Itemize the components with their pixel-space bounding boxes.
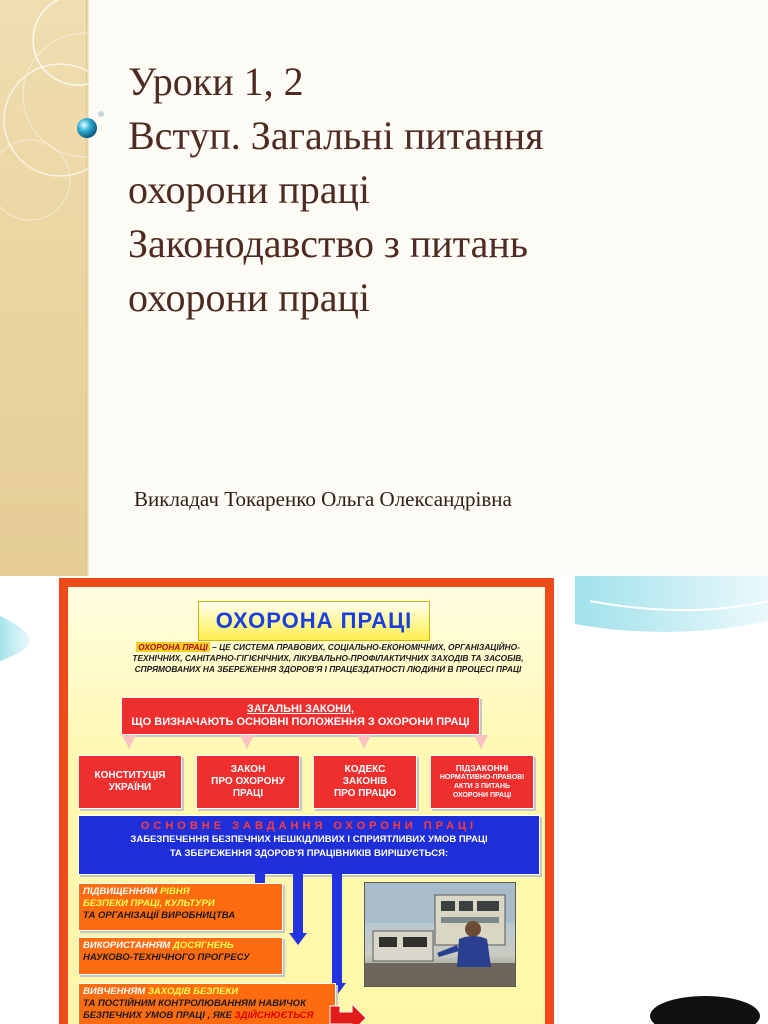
way-keyword: ЗАХОДІВ БЕЗПЕКИ — [145, 986, 239, 997]
definition-text: – ЦЕ СИСТЕМА ПРАВОВИХ, СОЦІАЛЬНО-ЕКОНОМІЧНИХ, ОРГАНІЗАЦІЙНО-ТЕХНІЧНИХ, САНІТАРНО-ГІГІЄНІЧНИХ, ЛІКУВАЛЬНО-ПРОФІЛАКТИЧНИХ ЗАХОДІВ ТА ЗАСОБІВ, СПРЯМОВАНИХ НА ЗБЕРЕЖЕННЯ ЗДОРОВ'Я І ПРАЦЕЗДАТНОСТІ ЛЮДИНИ В ПРОЦЕСІ ПРАЦІ — [132, 642, 524, 674]
law-line: ЗАКОН — [230, 764, 266, 775]
arrow-down-icon — [289, 933, 307, 945]
title-line: охорони праці — [128, 167, 370, 212]
law-line: ПРО ОХОРОНУ — [211, 776, 285, 787]
title-line: охорони праці — [128, 275, 370, 320]
blue-ball-icon — [77, 118, 97, 138]
general-laws-subtitle: ЩО ВИЗНАЧАЮТЬ ОСНОВНІ ПОЛОЖЕННЯ З ОХОРОНИ ПРАЦІ — [131, 716, 470, 728]
way-box-use-progress — [78, 937, 283, 975]
title-line: Уроки 1, 2 — [128, 59, 304, 104]
way-box-study-measures — [78, 983, 336, 1024]
way-box-raise-safety — [78, 883, 283, 931]
curved-arrow-icon — [326, 1002, 370, 1024]
law-line: ОХОРОНИ ПРАЦІ — [452, 792, 512, 799]
decorative-circles — [0, 0, 120, 260]
connector-line — [332, 873, 342, 985]
way-line: БЕЗПЕЧНИХ УМОВ ПРАЦІ , ЯКЕ — [83, 1010, 235, 1021]
law-line: ПРО ПРАЦЮ — [333, 788, 397, 799]
poster-slide — [0, 576, 768, 1024]
title-line: Законодавство з питань — [128, 221, 529, 266]
law-box-labor-protection-law — [196, 755, 300, 809]
law-line: ПІДЗАКОННІ — [455, 763, 509, 773]
way-line: БЕЗПЕКИ ПРАЦІ, КУЛЬТУРИ — [83, 898, 215, 909]
law-line: ЗАКОНІВ — [342, 776, 388, 787]
general-laws-box — [121, 697, 480, 735]
way-keyword: ДОСЯГНЕНЬ — [170, 940, 234, 951]
slide-title — [128, 55, 748, 325]
law-line: КОНСТИТУЦІЯ — [94, 770, 166, 781]
law-box-labor-code — [313, 755, 417, 809]
main-task-line: ЗАБЕЗПЕЧЕННЯ БЕЗПЕЧНИХ НЕШКІДЛИВИХ І СПРИЯТЛИВИХ УМОВ ПРАЦІ — [130, 834, 488, 845]
law-line: КОДЕКС — [344, 764, 386, 775]
arrow-down-icon — [357, 735, 371, 749]
way-keyword: ВИВЧЕННЯМ — [83, 986, 146, 997]
law-line: УКРАЇНИ — [108, 782, 152, 793]
way-keyword: ВИКОРИСТАННЯМ — [83, 940, 171, 951]
way-line: ТА ОРГАНІЗАЦІЇ ВИРОБНИЦТВА — [83, 910, 236, 921]
law-line: АКТИ З ПИТАНЬ — [453, 783, 511, 790]
general-laws-title: ЗАГАЛЬНІ ЗАКОНИ, — [246, 703, 355, 715]
arrow-down-icon — [240, 735, 254, 749]
poster-definition — [118, 642, 538, 675]
main-task-title: ОСНОВНЕ ЗАВДАННЯ ОХОРОНИ ПРАЦІ — [140, 820, 478, 832]
law-line: НОРМАТИВНО-ПРАВОВІ — [439, 774, 525, 781]
law-box-bylaws — [430, 755, 534, 809]
definition-term: ОХОРОНА ПРАЦІ — [138, 642, 208, 652]
law-box-constitution — [78, 755, 182, 809]
poster-title: ОХОРОНА ПРАЦІ — [198, 601, 430, 641]
law-line: ПРАЦІ — [232, 788, 264, 799]
way-keyword: ЗДІЙСНЮЄТЬСЯ — [234, 1010, 314, 1021]
way-line: НАУКОВО-ТЕХНІЧНОГО ПРОГРЕСУ — [83, 952, 250, 963]
main-task-box — [78, 815, 540, 875]
engineer-at-panel-illustration — [365, 883, 515, 986]
labor-protection-poster — [59, 578, 554, 1024]
way-keyword: ПІДВИЩЕННЯМ — [83, 886, 158, 897]
title-line: Вступ. Загальні питання — [128, 113, 544, 158]
arrow-down-icon — [122, 735, 136, 749]
author-line: Викладач Токаренко Ольга Олександрівна — [134, 487, 512, 511]
workplace-photo — [364, 882, 516, 987]
way-line: ТА ПОСТІЙНИМ КОНТРОЛЮВАННЯМ НАВИЧОК — [83, 998, 306, 1009]
arrow-down-icon — [474, 735, 488, 749]
connector-line — [293, 873, 303, 935]
main-task-line: ТА ЗБЕРЕЖЕННЯ ЗДОРОВ'Я ПРАЦІВНИКІВ ВИРІШУЄТЬСЯ: — [169, 848, 449, 859]
way-keyword: РІВНЯ — [157, 886, 190, 897]
